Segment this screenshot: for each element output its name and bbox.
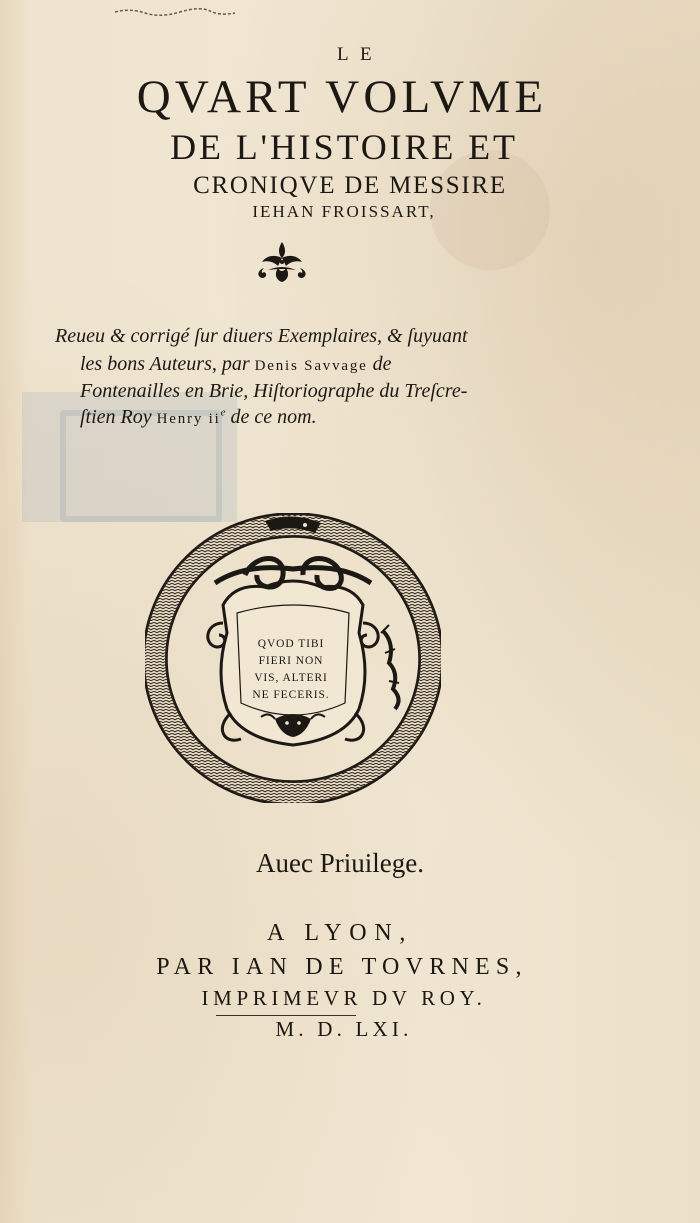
description-line-3: Fontenailles en Brie, Hiſtoriographe du Treſcre- — [80, 380, 468, 402]
king-name: Henry ii — [156, 411, 221, 427]
divider-rule — [216, 1015, 356, 1016]
fleuron-ornament — [254, 240, 310, 284]
imprint-date: M. D. LXI. — [275, 1017, 413, 1041]
motto-line-4: NE FECERIS. — [252, 689, 330, 701]
title-article: LE — [336, 44, 383, 65]
description-line-4-pre: ſtien Roy — [80, 406, 157, 428]
title-line-3: CRONIQVE DE MESSIRE — [193, 172, 507, 199]
description-line-2-pre: les bons Auteurs, par — [80, 353, 255, 375]
description-line-2-post: de — [367, 353, 392, 375]
title-line-4: IEHAN FROISSART, — [252, 202, 436, 221]
title-line-1: QVART VOLVME — [136, 71, 548, 123]
imprint-printer: PAR IAN DE TOVRNES, — [156, 954, 528, 980]
emblem-motto — [236, 636, 346, 704]
description-line-2 — [80, 353, 392, 376]
privilege-line: Auec Priuilege. — [256, 848, 424, 878]
description-line-4 — [80, 406, 317, 429]
author-name: Denis Savvage — [254, 358, 368, 374]
title-line-2: DE L'HISTOIRE ET — [170, 127, 518, 167]
motto-line-2: FIERI NON — [258, 655, 324, 667]
imprint-title: IMPRIMEVR DV ROY. — [201, 986, 487, 1010]
description-line-4-post: de ce nom. — [225, 406, 317, 428]
motto-line-1: QVOD TIBI — [257, 638, 325, 650]
ordinal-superscript: e — [220, 406, 226, 419]
description-line-1: Reueu & corrigé ſur diuers Exemplaires, & ſuyuant — [55, 325, 468, 347]
motto-line-3: VIS, ALTERI — [254, 672, 328, 684]
imprint-place: A LYON, — [266, 920, 414, 946]
ink-smudge-mark — [110, 7, 240, 17]
